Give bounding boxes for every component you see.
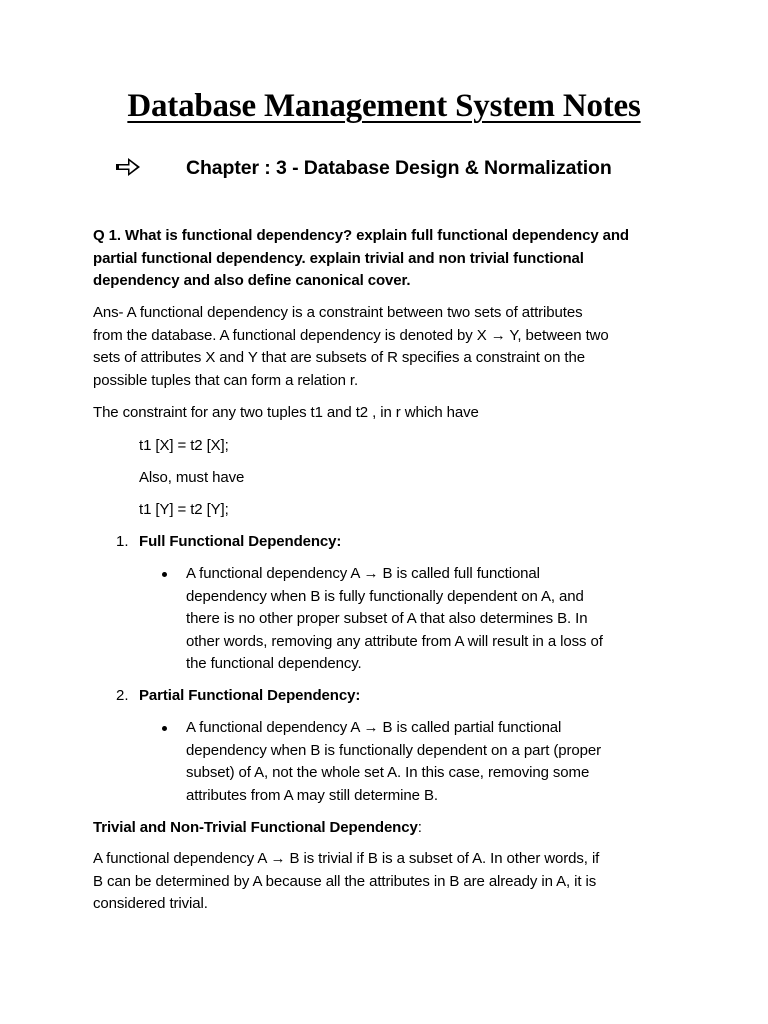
trivial-heading-colon: :	[417, 819, 422, 836]
partial-fd-description	[186, 717, 686, 807]
question-line: Q 1. What is functional dependency? explain full functional dependency and	[93, 227, 629, 244]
partial-fd-heading: Partial Functional Dependency:	[139, 687, 361, 704]
chapter-heading-row	[0, 154, 768, 184]
chapter-heading: Chapter : 3 - Database Design & Normalization	[186, 157, 612, 179]
trivial-line: B can be determined by A because all the attributes in B are already in A, it is	[93, 872, 597, 890]
document-title: Database Management System Notes	[127, 88, 641, 124]
constraint-line-x: t1 [X] = t2 [X];	[139, 437, 229, 454]
answer-line: from the database. A functional dependency is denoted by X → Y, between two	[93, 326, 609, 344]
full-fd-line: other words, removing any attribute from A will result in a loss of	[186, 632, 603, 650]
question	[93, 225, 693, 293]
answer-paragraph	[93, 302, 693, 392]
bullet-icon	[162, 572, 167, 577]
constraint-also: Also, must have	[139, 469, 245, 486]
question-line: partial functional dependency. explain trivial and non trivial functional	[93, 249, 584, 267]
trivial-heading-row	[93, 817, 422, 840]
list-number: 1.	[116, 533, 129, 550]
trivial-paragraph	[93, 848, 693, 916]
trivial-line: considered trivial.	[93, 895, 208, 912]
trivial-line: A functional dependency A → B is trivial if B is a subset of A. In other words, if	[93, 850, 600, 867]
partial-fd-line: A functional dependency A → B is called partial functional	[186, 719, 562, 736]
answer-line: Ans- A functional dependency is a constraint between two sets of attributes	[93, 304, 583, 321]
question-line: dependency and also define canonical cover.	[93, 272, 411, 289]
right-arrow-icon	[115, 156, 141, 178]
answer-line: sets of attributes X and Y that are subsets of R specifies a constraint on the	[93, 349, 585, 366]
constraint-line-y: t1 [Y] = t2 [Y];	[139, 501, 229, 518]
partial-fd-line: attributes from A may still determine B.	[186, 786, 438, 804]
trivial-heading: Trivial and Non-Trivial Functional Dependency	[93, 819, 418, 836]
full-fd-description	[186, 563, 686, 676]
full-fd-line: there is no other proper subset of A that also determines B. In	[186, 610, 588, 627]
full-fd-line: the functional dependency.	[186, 655, 362, 672]
constraint-intro: The constraint for any two tuples t1 and t2 , in r which have	[93, 404, 479, 421]
full-fd-line: dependency when B is fully functionally dependent on A, and	[186, 587, 584, 605]
answer-line: possible tuples that can form a relation r.	[93, 371, 359, 389]
bullet-icon	[162, 726, 167, 731]
full-fd-line: A functional dependency A → B is called full functional	[186, 565, 540, 582]
partial-fd-line: dependency when B is functionally dependent on a part (proper	[186, 741, 602, 759]
partial-fd-line: subset) of A, not the whole set A. In this case, removing some	[186, 764, 590, 781]
list-number: 2.	[116, 687, 129, 704]
full-fd-heading: Full Functional Dependency:	[139, 533, 342, 550]
